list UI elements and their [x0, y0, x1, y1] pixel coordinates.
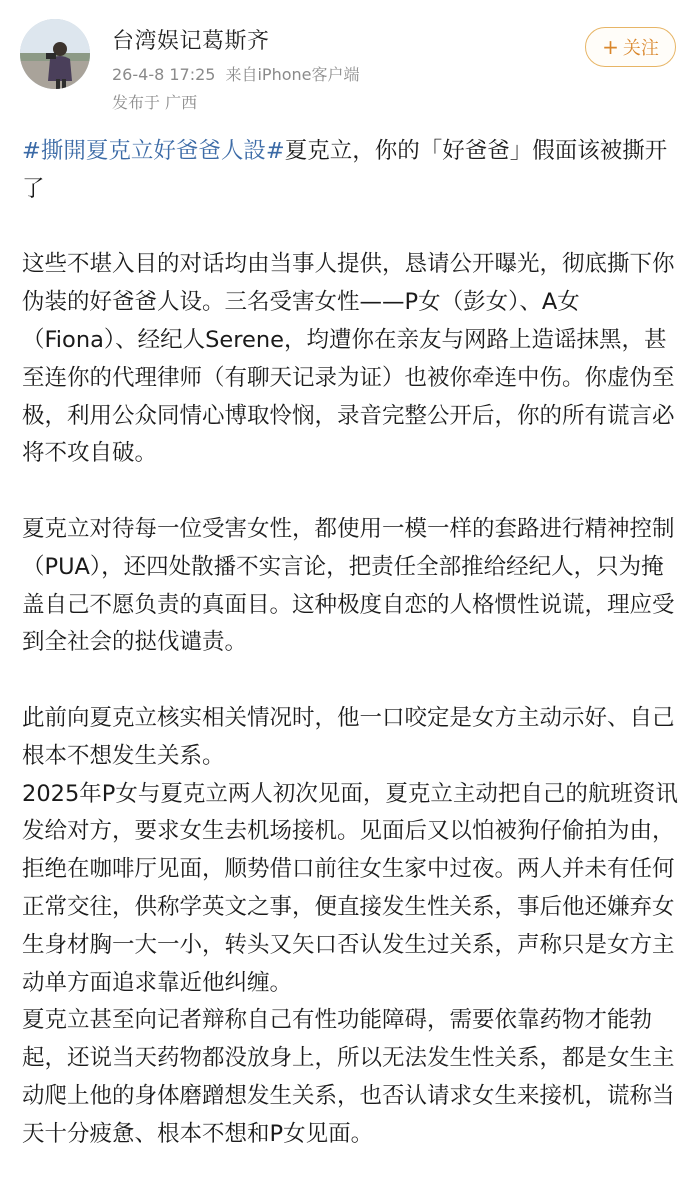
author-avatar[interactable] [20, 19, 90, 89]
post-headline [22, 133, 678, 209]
paragraph-1: 这些不堪入目的对话均由当事人提供，恳请公开曝光，彻底撕下你伪装的好爸爸人设。三名受害女性——P女（彭女）、A女（Fiona）、经纪人Serene，均遭你在亲友与网路上造谣抹黑，甚至连你的代理律师（有聊天记录为证）也被你牵连中伤。你虚伪至极，利用公众同情心博取怜悯，录音完整公开后，你的所有谎言必将不攻自破。 [22, 251, 675, 467]
post-meta [112, 62, 359, 85]
post-date: 26-4-8 17:25 [112, 65, 216, 84]
paragraph-gap [22, 662, 678, 700]
hashtag-link[interactable]: #撕開夏克立好爸爸人設# [22, 138, 285, 164]
paragraph-5: 夏克立甚至向记者辩称自己有性功能障碍，需要依靠药物才能勃起，还说当天药物都没放身上，所以无法发生性关系，都是女生主动爬上他的身体磨蹭想发生关系，也否认请求女生来接机，谎称当天十分疲惫、根本不想和P女见面。 [22, 1007, 675, 1147]
author-name[interactable]: 台湾娱记葛斯齐 [112, 29, 270, 54]
follow-label: 关注 [622, 38, 659, 59]
paragraph-3: 此前向夏克立核实相关情况时，他一口咬定是女方主动示好、自己根本不想发生关系。 [22, 704, 675, 769]
paragraph-2: 夏克立对待每一位受害女性，都使用一模一样的套路进行精神控制（PUA），还四处散播不实言论，把责任全部推给经纪人，只为掩盖自己不愿负责的真面目。这种极度自恋的人格惯性说谎，理应受到全社会的挞伐谴责。 [22, 515, 675, 656]
follow-button[interactable] [585, 27, 676, 67]
post-source: 来自iPhone客户端 [225, 65, 360, 84]
paragraph-gap [22, 209, 678, 247]
post-header [0, 0, 700, 130]
post-location: 发布于 广西 [112, 93, 198, 112]
plus-icon: + [602, 35, 619, 59]
post-content [22, 133, 678, 1154]
paragraph-4: 2025年P女与夏克立两人初次见面，夏克立主动把自己的航班资讯发给对方，要求女生去机场接机。见面后又以怕被狗仔偷拍为由，拒绝在咖啡厅见面，顺势借口前往女生家中过夜。两人并未有任何正常交往，供称学英文之事，便直接发生性关系，事后他还嫌弃女生身材胸一大一小，转头又矢口否认发生过关系，声称只是女方主动单方面追求靠近他纠缠。 [22, 780, 678, 996]
headline-text: 夏克立，你的「好爸爸」假面该被撕开了 [22, 138, 668, 202]
paragraph-gap [22, 473, 678, 511]
